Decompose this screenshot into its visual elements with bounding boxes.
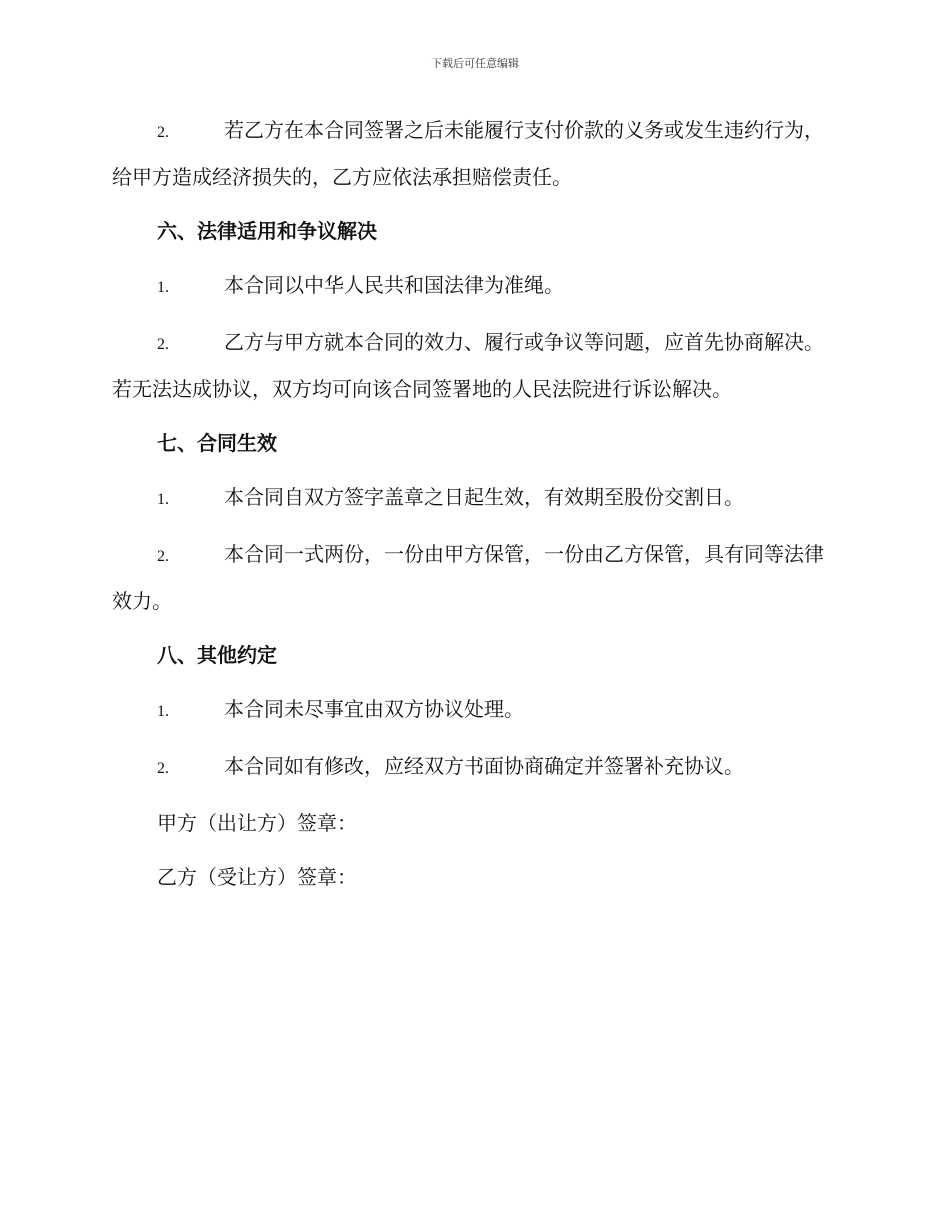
section8-item-2 [112,744,838,791]
section6-item-1 [112,263,838,310]
section7-item-1 [112,475,838,522]
section8-item-1 [112,687,838,734]
item-number: 2. [157,760,169,777]
item-text: 本合同一式两份，一份由甲方保管，一份由乙方保管，具有同等法律效力。 [112,542,824,613]
header-note: 下载后可任意编辑 [431,57,519,70]
section8-heading: 八、其他约定 [157,643,277,667]
item-number: 2. [157,124,169,141]
item-text: 若乙方在本合同签署之后未能履行支付价款的义务或发生违约行为，给甲方造成经济损失的，乙方应依法承担赔偿责任。 [112,118,824,189]
section5-item-2 [112,108,838,199]
item-text: 乙方与甲方就本合同的效力、履行或争议等问题，应首先协商解决。若无法达成协议，双方均可向该合同签署地的人民法院进行诉讼解决。 [112,330,824,401]
contract-body [112,108,838,909]
item-text: 本合同如有修改，应经双方书面协商确定并签署补充协议。 [224,754,744,778]
item-number: 1. [157,491,169,508]
item-text: 本合同未尽事宜由双方协议处理。 [224,697,524,721]
party-b-signature-label: 乙方（受让方）签章： [157,865,357,889]
party-a-signature-label: 甲方（出让方）签章： [157,811,357,835]
section6-item-2 [112,320,838,411]
section7-heading: 七、合同生效 [157,431,277,455]
section6-heading: 六、法律适用和争议解决 [157,219,377,243]
section7-item-2 [112,532,838,623]
item-text: 本合同以中华人民共和国法律为准绳。 [224,273,564,297]
item-text: 本合同自双方签字盖章之日起生效，有效期至股份交割日。 [224,485,744,509]
item-number: 2. [157,336,169,353]
item-number: 1. [157,703,169,720]
item-number: 1. [157,279,169,296]
item-number: 2. [157,548,169,565]
